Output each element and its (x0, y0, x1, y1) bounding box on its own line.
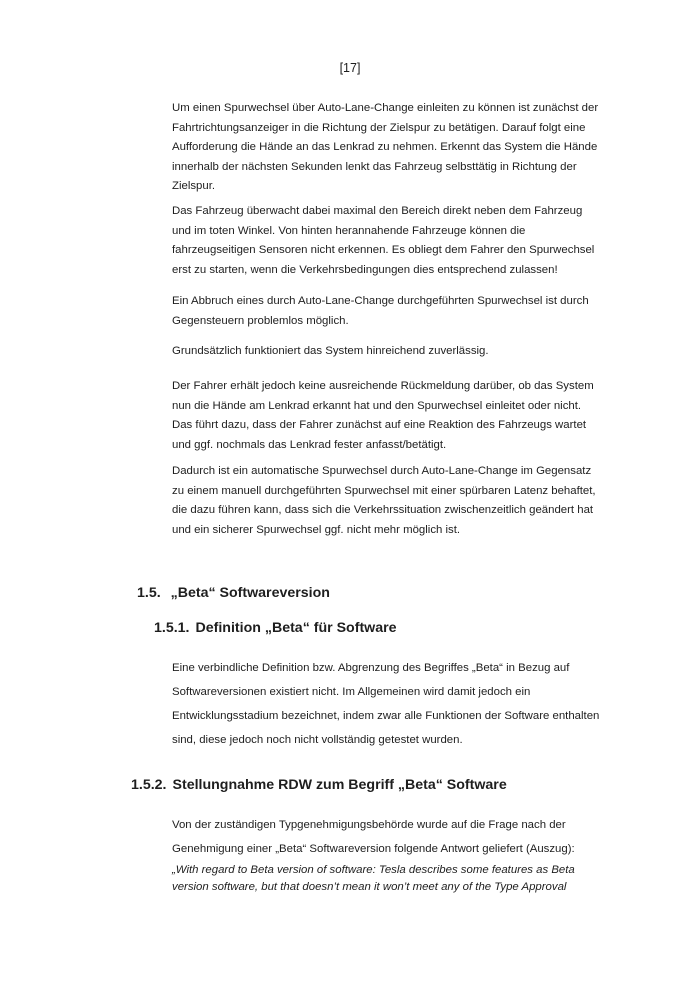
section-number: 1.5. (137, 585, 161, 601)
section-title: „Beta“ Softwareversion (170, 585, 330, 601)
page-number: [17] (339, 61, 361, 75)
paragraph-latency: Dadurch ist ein automatische Spurwechsel durch Auto-Lane-Change im Gegensatz zu einem manuell durchgeführten Spurwechsel mit einer spürbaren Latenz behaftet, die dazu führen kann, dass sich die Verkehrssituation zwischenzeitlich geändert hat und ein sicherer Spurwechsel ggf. nicht mehr möglich ist. (172, 465, 596, 536)
paragraph-beta-definition: Eine verbindliche Definition bzw. Abgrenzung des Begriffes „Beta“ in Bezug auf Softwareversionen existiert nicht. Im Allgemeinen wird damit jedoch ein Entwicklungsstadium bezeichnet, indem zwar alle Funktionen der Software enthalten sind, diese jedoch noch nicht vollständig getestet wurden. (172, 662, 600, 746)
section-heading-beta (137, 585, 330, 601)
paragraph-reliability: Grundsätzlich funktioniert das System hinreichend zuverlässig. (172, 345, 489, 357)
subsection-title: Stellungnahme RDW zum Begriff „Beta“ Software (172, 777, 507, 793)
subsection-title: Definition „Beta“ für Software (195, 620, 397, 636)
paragraph-abort: Ein Abbruch eines durch Auto-Lane-Change durchgeführten Spurwechsel ist durch Gegensteuern problemlos möglich. (172, 295, 589, 327)
paragraph-lane-change-activation: Um einen Spurwechsel über Auto-Lane-Change einleiten zu können ist zunächst der Fahrtrichtungsanzeiger in die Richtung der Zielspur zu betätigen. Darauf folgt eine Aufforderung die Hände an das Lenkrad zu nehmen. Erkennt das System die Hände innerhalb der nächsten Sekunden lenkt das Fahrzeug selbsttätig in Richtung der Zielspur. (172, 102, 599, 193)
paragraph-monitoring-area: Das Fahrzeug überwacht dabei maximal den Bereich direkt neben dem Fahrzeug und im toten Winkel. Von hinten herannahende Fahrzeuge können die fahrzeugseitigen Sensoren nicht erkennen. Es obliegt dem Fahrer den Spurwechsel erst zu starten, wenn die Verkehrsbedingungen dies entsprechend zulassen! (172, 205, 595, 276)
paragraph-feedback: Der Fahrer erhält jedoch keine ausreichende Rückmeldung darüber, ob das System nun die Hände am Lenkrad erkannt hat und den Spurwechsel einleitet oder nicht. Das führt dazu, dass der Fahrer zunächst auf eine Reaktion des Fahrzeugs wartet und ggf. nochmals das Lenkrad fester anfasst/betätigt. (172, 380, 594, 451)
paragraph-rdw-quote: „With regard to Beta version of software: Tesla describes some features as Beta version software, but that doesn’t mean it won’t meet any of the Type Approval (172, 864, 575, 893)
subsection-heading-definition (154, 620, 397, 636)
paragraph-rdw-intro: Von der zuständigen Typgenehmigungsbehörde wurde auf die Frage nach der Genehmigung einer „Beta“ Softwareversion folgende Antwort geliefert (Auszug): (172, 819, 575, 855)
subsection-number: 1.5.1. (154, 620, 190, 636)
subsection-heading-rdw (131, 777, 507, 793)
subsection-number: 1.5.2. (131, 777, 167, 793)
